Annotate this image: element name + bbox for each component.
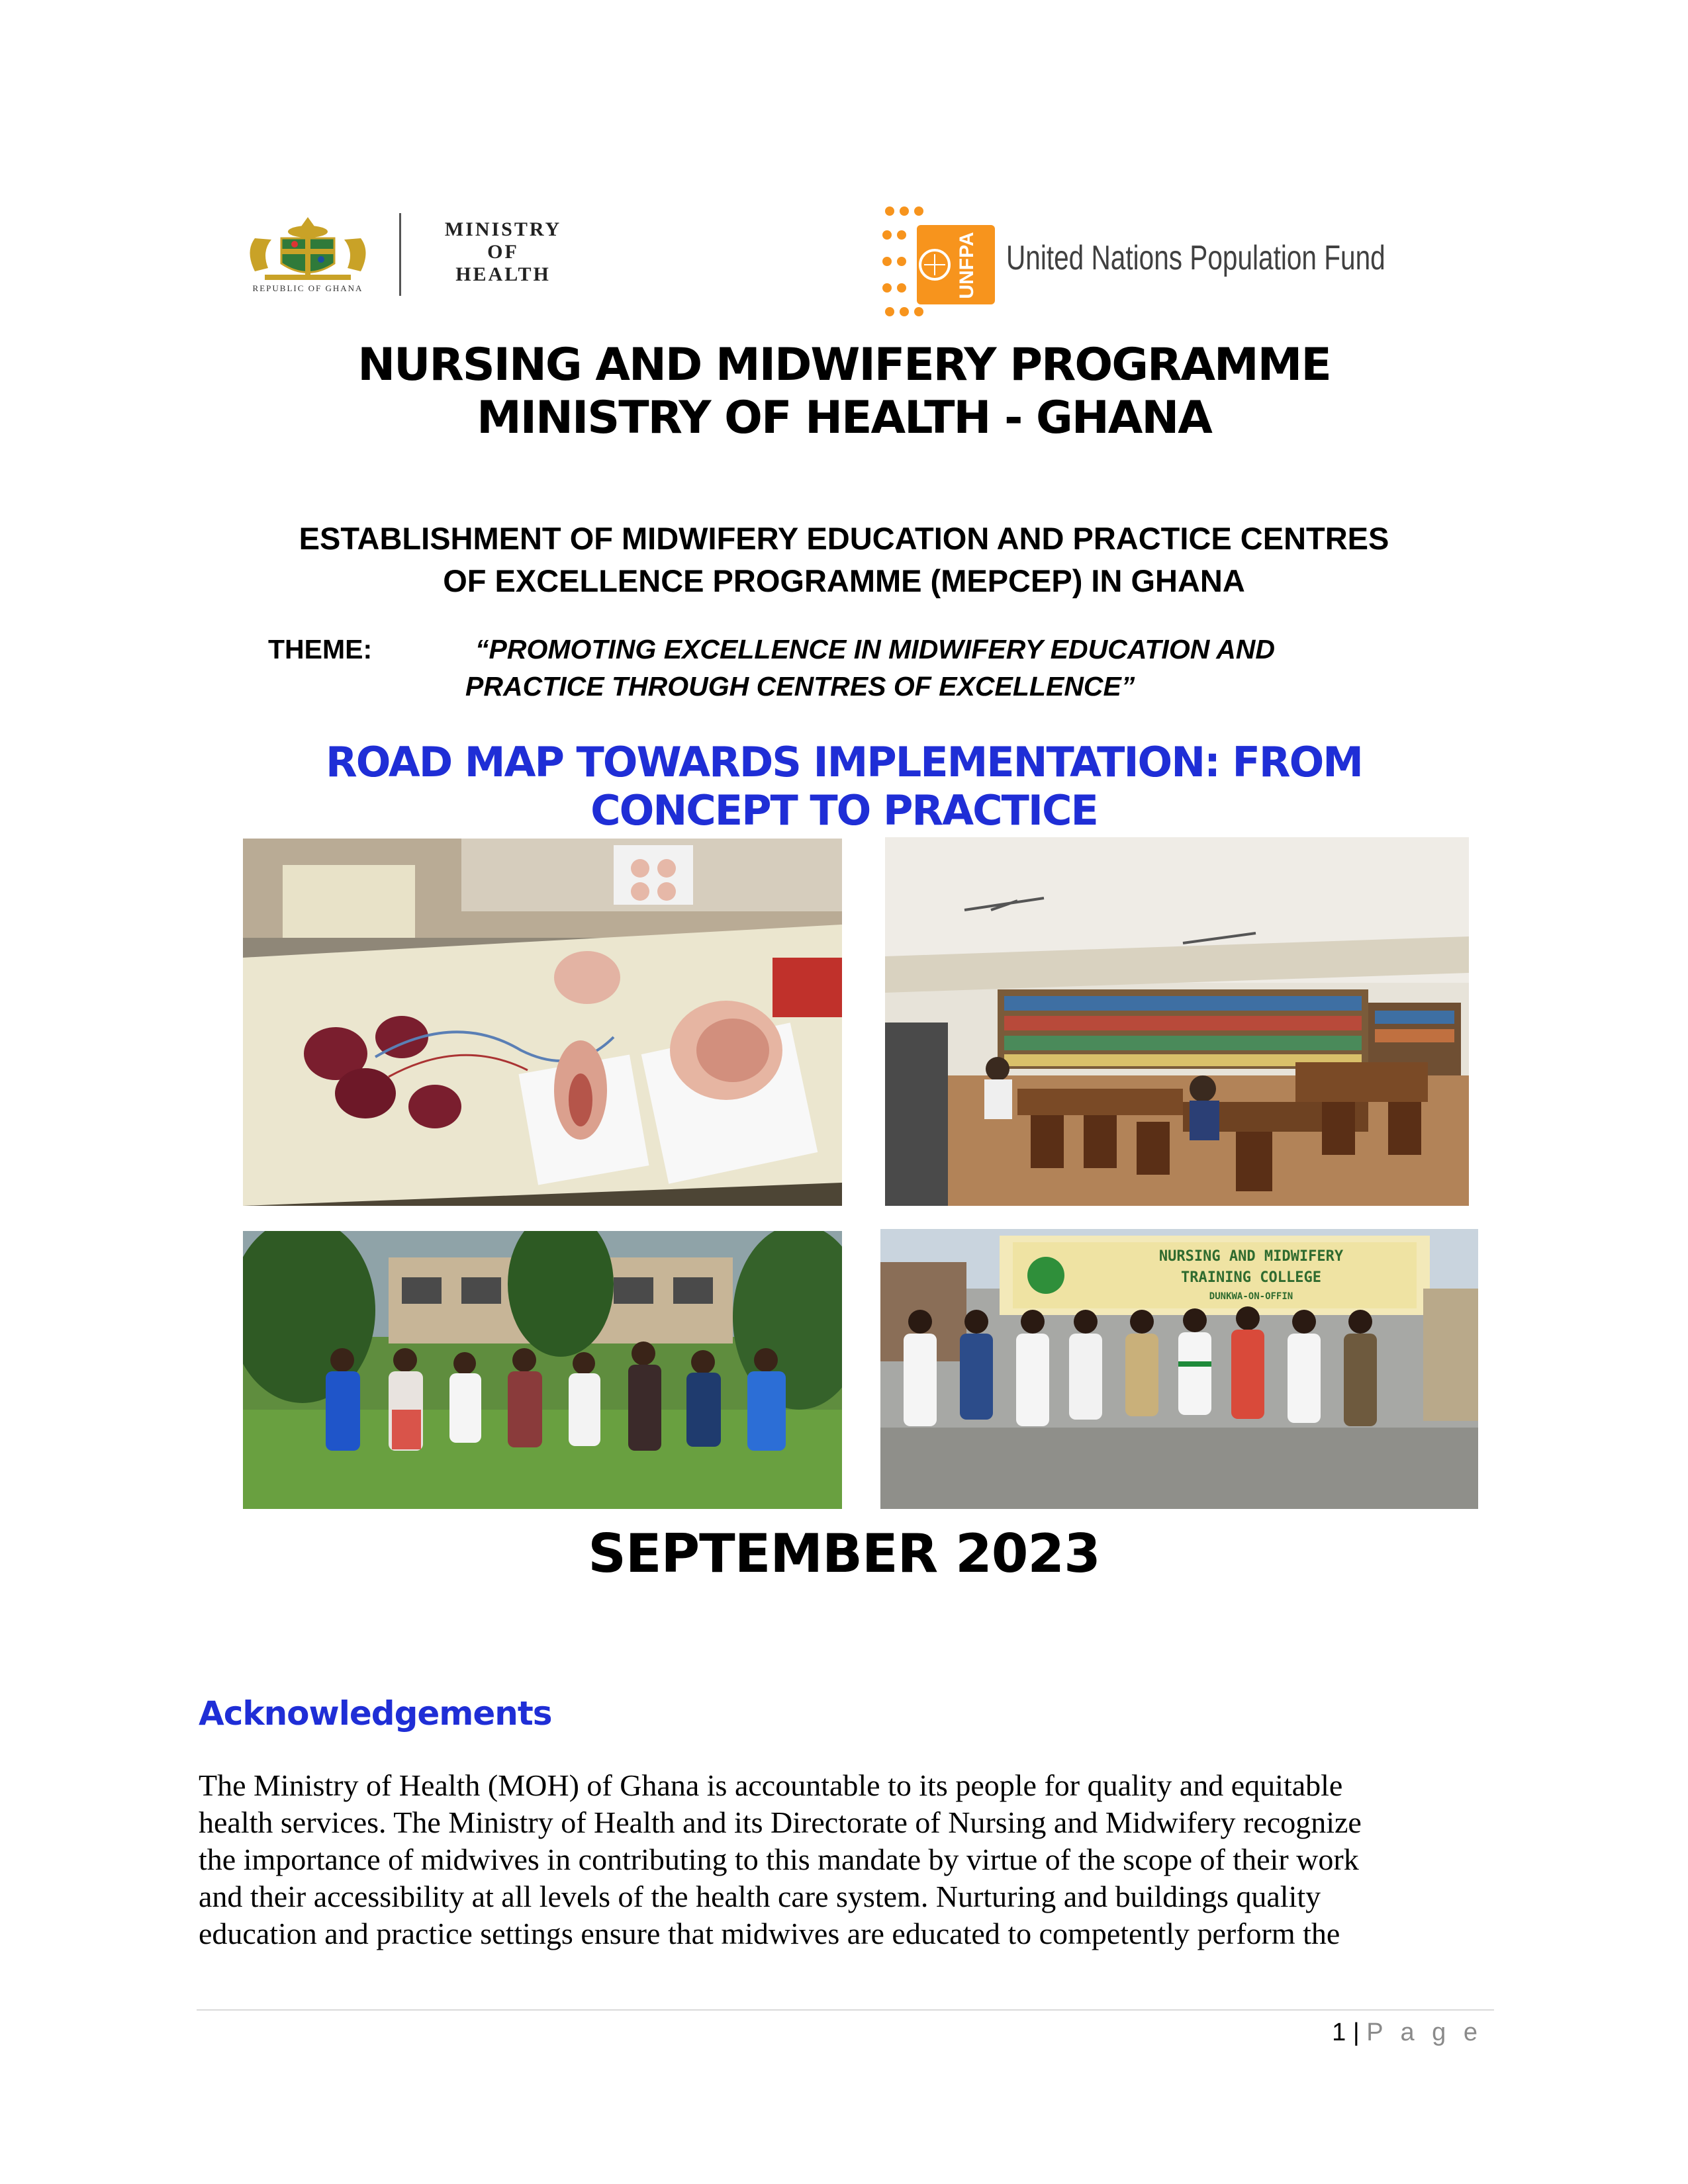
page-number: 1 — [1332, 2019, 1346, 2046]
moh-word-3: HEALTH — [455, 263, 551, 285]
college-sign-line-2: TRAINING COLLEGE — [1181, 1269, 1321, 1286]
library-illustration — [885, 837, 1469, 1206]
unfpa-logo — [880, 202, 1000, 321]
skills-lab-illustration — [243, 839, 842, 1206]
coat-of-arms-caption: REPUBLIC OF GHANA — [252, 283, 363, 293]
document-title-line-1: NURSING AND MIDWIFERY PROGRAMME — [357, 339, 1331, 391]
acknowledgements-line: The Ministry of Health (MOH) of Ghana is accountable to its people for quality and equitable — [199, 1768, 1343, 1802]
acknowledgements-line: education and practice settings ensure that midwives are educated to competently perform the — [199, 1917, 1340, 1950]
theme-text-line-2: PRACTICE THROUGH CENTRES OF EXCELLENCE” — [465, 671, 1135, 702]
moh-word-2: OF — [487, 241, 519, 263]
document-title-line-2: MINISTRY OF HEALTH - GHANA — [477, 392, 1211, 444]
roadmap-heading-line-2: CONCEPT TO PRACTICE — [590, 786, 1098, 835]
acknowledgements-heading: Acknowledgements — [199, 1694, 552, 1733]
college-sign-line-3: DUNKWA-ON-OFFIN — [1209, 1291, 1293, 1302]
ministry-of-health-wordmark — [417, 218, 589, 286]
college-gate-illustration — [880, 1229, 1478, 1509]
page-footer — [1192, 2019, 1483, 2047]
moh-word-1: MINISTRY — [444, 218, 562, 240]
logo-divider — [399, 213, 401, 296]
college-sign-line-1: NURSING AND MIDWIFERY — [1158, 1248, 1344, 1265]
acknowledgements-line: health services. The Ministry of Health and its Directorate of Nursing and Midwifery recognize — [199, 1805, 1362, 1839]
acknowledgements-body — [199, 1767, 1496, 1952]
footer-rule — [197, 2009, 1494, 2011]
library-photo — [885, 837, 1469, 1206]
skills-lab-photo — [243, 839, 842, 1206]
roadmap-heading-line-1: ROAD MAP TOWARDS IMPLEMENTATION: FROM — [325, 738, 1363, 786]
unfpa-wordmark: United Nations Population Fund — [1006, 239, 1385, 277]
programme-subtitle-line-1: ESTABLISHMENT OF MIDWIFERY EDUCATION AND PRACTICE CENTRES — [299, 521, 1389, 556]
theme-label: THEME: — [268, 634, 373, 664]
theme-text-line-1: “PROMOTING EXCELLENCE IN MIDWIFERY EDUCATION AND — [475, 634, 1276, 664]
page-label: P a g e — [1366, 2019, 1483, 2046]
acknowledgements-line: and their accessibility at all levels of the health care system. Nurturing and buildings quality — [199, 1880, 1321, 1913]
footer-separator: | — [1352, 2019, 1360, 2046]
programme-subtitle-line-2: OF EXCELLENCE PROGRAMME (MEPCEP) IN GHANA — [443, 563, 1245, 598]
publication-date: SEPTEMBER 2023 — [588, 1523, 1100, 1584]
group-photo-garden — [243, 1231, 842, 1509]
group-photo-college-gate — [880, 1229, 1478, 1509]
ghana-coat-of-arms-logo — [238, 212, 377, 285]
unfpa-mark: UNFPA — [956, 232, 978, 299]
group-garden-illustration — [243, 1231, 842, 1509]
acknowledgements-line: the importance of midwives in contributing to this mandate by virtue of the scope of their work — [199, 1843, 1359, 1876]
